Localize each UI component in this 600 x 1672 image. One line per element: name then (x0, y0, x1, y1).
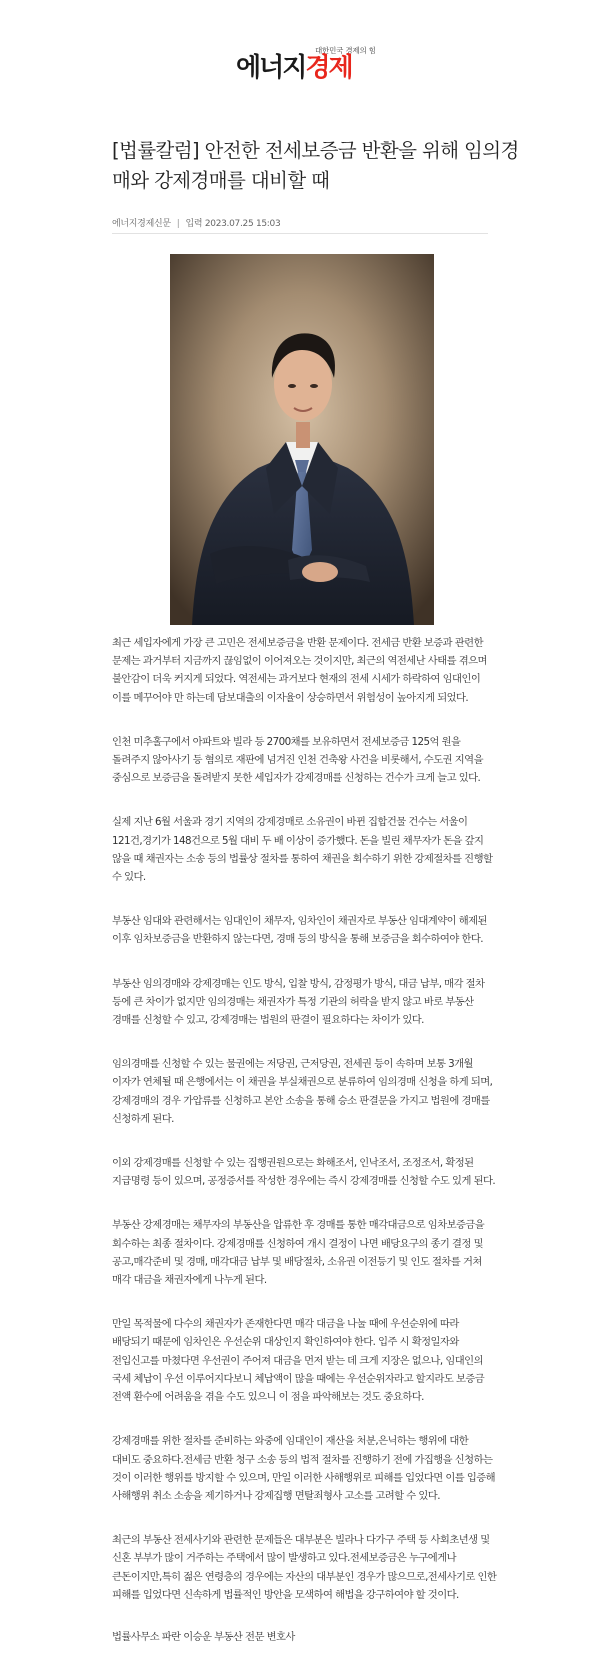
author-signature: 법률사무소 파란 이승운 부동산 전문 변호사 (112, 1630, 295, 1643)
logo-tagline: 대한민국 경제의 힘 (315, 46, 376, 55)
logo-wordmark (236, 53, 352, 83)
article-paragraph: 부동산 임의경매와 강제경매는 인도 방식, 입찰 방식, 감정평가 방식, 대금 납부, 매각 절차 등에 큰 차이가 없지만 임의경매는 채권자가 특정 기관의 허락을 받지 않고 바로 부동산 경매를 신청할 수 있고, 강제경매는 법원의 판결이 필요하다는 차이가 있다. (112, 977, 485, 1027)
article-paragraph: 인천 미추홀구에서 아파트와 빌라 등 2700채를 보유하면서 전세보증금 125억 원을 돌려주지 않아사기 등 혐의로 재판에 넘겨진 인천 건축왕 사건을 비롯해서, 수도권 지역을 중심으로 보증금을 돌려받지 못한 세입자가 강제경매를 신청하는 건수가 크게 늘고 있다. (112, 735, 483, 785)
logo-word-red: 경제 (305, 53, 352, 83)
article-photo (170, 254, 434, 625)
site-logo[interactable] (0, 44, 600, 84)
article-paragraph: 최근 세입자에게 가장 큰 고민은 전세보증금을 반환 문제이다. 전세금 반환 보증과 관련한 문제는 과거부터 지금까지 끊임없이 이어져오는 것이지만, 최근의 역전세난 사태를 겪으며 불안감이 더욱 커지게 되었다. 역전세는 과거보다 현재의 전세 시세가 하락하여 임대인이 이를 메꾸어야 만 하는데 담보대출의 이자율이 상승하면서 위험성이 높아지게 되었다. (112, 637, 487, 704)
article-paragraph: 임의경매를 신청할 수 있는 물권에는 저당권, 근저당권, 전세권 등이 속하며 보통 3개월 이자가 연체될 때 은행에서는 이 채권을 부실채권으로 분류하여 임의경매 신청을 하게 되며, 강제경매의 경우 가압류를 신청하고 본안 소송을 통해 승소 판결문을 가지고 법원에 경매를 신청하게 된다. (112, 1058, 493, 1125)
article-title: [법률칼럼] 안전한 전세보증금 반환을 위해 임의경매와 강제경매를 대비할 때 (112, 139, 519, 192)
byline-separator: | (176, 219, 180, 229)
article-body (112, 634, 498, 1672)
logo-word-black: 에너지 (236, 53, 306, 83)
byline-source[interactable]: 에너지경제신문 (112, 219, 171, 229)
article-paragraph: 실제 지난 6월 서울과 경기 지역의 강제경매로 소유권이 바뀐 집합건물 건수는 서울이 121건,경기가 148건으로 5월 대비 두 배 이상이 증가했다. 돈을 빌린 채무자가 돈을 갚지 않을 때 채권자는 소송 등의 법률상 절차를 통하여 채권을 회수하기 위한 강제절차를 진행할 수 있다. (112, 816, 493, 884)
byline (112, 216, 280, 229)
byline-date: 입력 2023.07.25 15:03 (185, 219, 281, 229)
article-paragraph: 강제경매를 위한 절차를 준비하는 와중에 임대인이 재산을 처분,은닉하는 행위에 대한 대비도 중요하다.전세금 반환 청구 소송 등의 법적 절차를 진행하기 전에 가집행을 신청하는 것이 이러한 행위를 방지할 수 있으며, 만일 이러한 사해행위로 피해를 입었다면 이를 입증해 사해행위 취소 소송을 제기하거나 강제집행 면탈죄형사 고소를 고려할 수 있다. (112, 1435, 496, 1502)
article-paragraph: 부동산 강제경매는 채무자의 부동산을 압류한 후 경매를 통한 매각대금으로 임차보증금을 회수하는 최종 절차이다. 강제경매를 신청하여 개시 결정이 나면 배당요구의 종기 결정 및 공고,매각준비 및 경매, 매각대금 납부 및 배당절차, 소유권 이전등기 및 인도 절차를 거쳐 매각 대금을 채권자에게 나누게 된다. (112, 1219, 485, 1287)
article-paragraph: 이외 강제경매를 신청할 수 있는 집행권원으로는 화해조서, 인낙조서, 조정조서, 확정된 지급명령 등이 있으며, 공정증서를 작성한 경우에는 즉시 강제경매를 신청할 수도 있게 된다. (112, 1157, 496, 1188)
article-paragraph: 만일 목적물에 다수의 채권자가 존재한다면 매각 대금을 나눌 때에 우선순위에 따라 배당되기 때문에 임차인은 우선순위 대상인지 확인하여야 한다. 입주 시 확정일자와 전입신고를 마쳤다면 우선권이 주어져 대금을 먼저 받는 데 크게 지장은 없으나, 임대인의 국세 체납이 우선 이루어지다보니 체납액이 많을 때에는 우선순위자라고 할지라도 보증금 전액 환수에 어려움을 겪을 수도 있으니 이 점을 파악해보는 것도 중요하다. (112, 1318, 485, 1404)
header-divider (112, 233, 488, 234)
article-paragraph: 최근의 부동산 전세사기와 관련한 문제들은 대부분은 빌라나 다가구 주택 등 사회초년생 및 신혼 부부가 많이 거주하는 주택에서 많이 발생하고 있다.전세보증금은 누구에게나 큰돈이지만,특히 젊은 연령층의 경우에는 자산의 대부분인 경우가 많으므로,전세사기로 인한 피해를 입었다면 신속하게 법률적인 방안을 모색하여 해법을 강구하여야 할 것이다. (112, 1534, 497, 1601)
article-paragraph: 부동산 임대와 관련해서는 임대인이 채무자, 임차인이 채권자로 부동산 임대계약이 해제된 이후 임차보증금을 반환하지 않는다면, 경매 등의 방식을 통해 보증금을 회수하여야 한다. (112, 915, 487, 946)
